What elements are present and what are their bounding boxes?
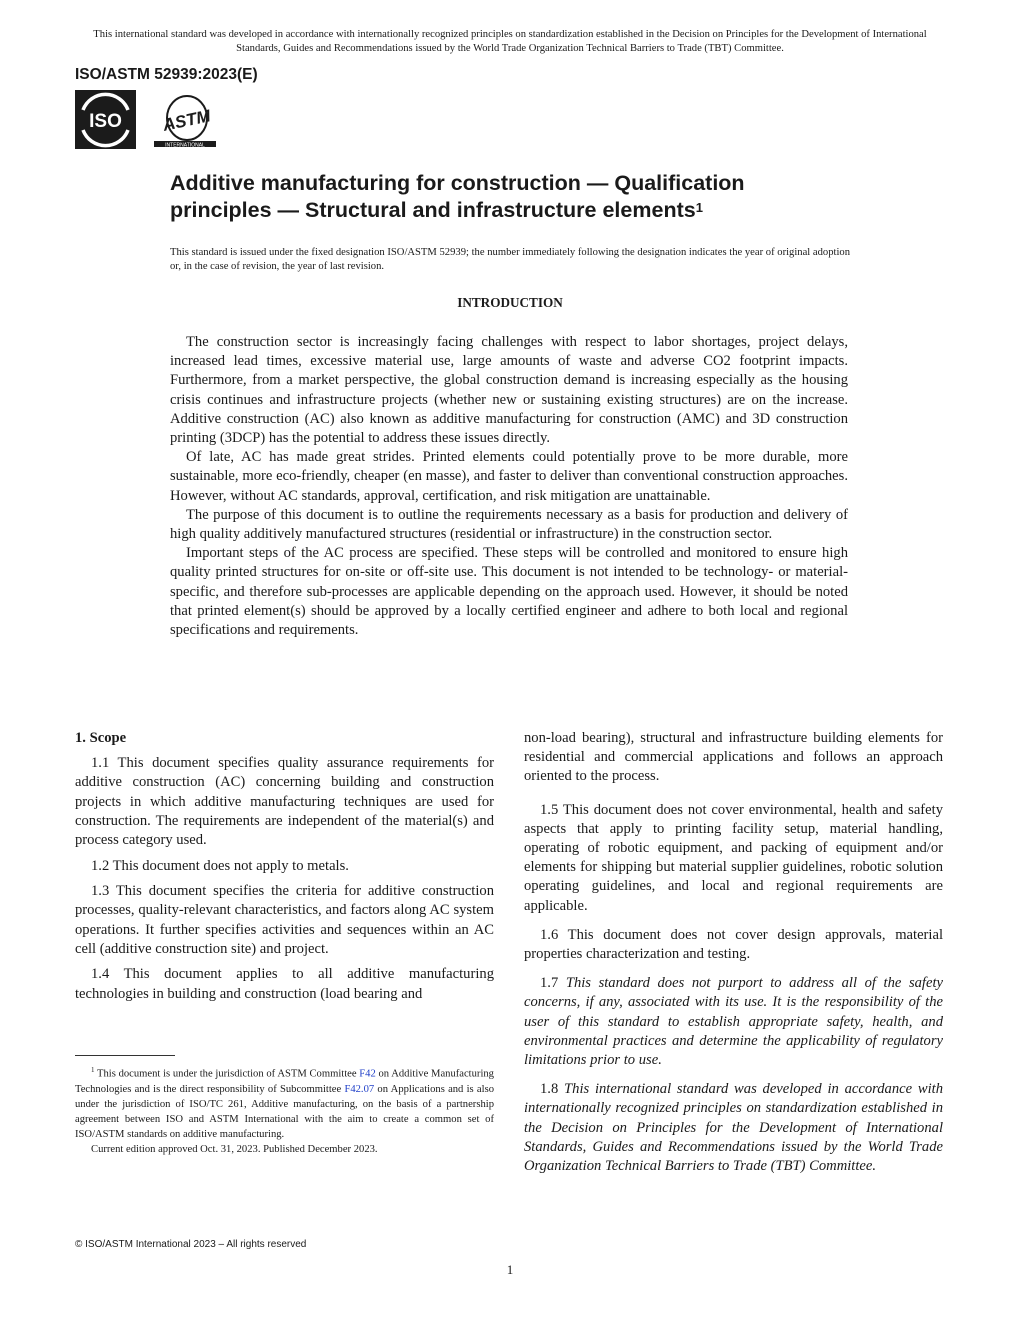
title-line-1: Additive manufacturing for construction — Qualification	[170, 171, 745, 195]
scope-1-8-number: 1.8	[540, 1081, 559, 1098]
page-number: 1	[506, 1262, 514, 1277]
committee-f42-link[interactable]: F42	[359, 1068, 376, 1080]
scope-1-8	[524, 1080, 943, 1176]
intro-paragraph: The purpose of this document is to outline the requirements necessary as a basis for production and delivery of high quality additively manufactured structures (residential or infrastructure) in the construction sector.	[170, 506, 848, 543]
astm-logo-subtext: INTERNATIONAL	[165, 142, 205, 149]
scope-1-4: 1.4 This document applies to all additive manufacturing technologies in building and construction (load bearing and	[75, 966, 494, 1002]
subcommittee-f42-07-link[interactable]: F42.07	[344, 1083, 375, 1095]
introduction-heading: INTRODUCTION	[457, 295, 563, 310]
footnote-text-1: This document is under the jurisdiction of ASTM Committee	[97, 1068, 360, 1080]
scope-1-4-continued: non-load bearing), structural and infrastructure building elements for residential and commercial applications and follows an approach oriented to the process.	[524, 730, 943, 785]
document-title	[170, 170, 870, 224]
footnote-edition: Current edition approved Oct. 31, 2023. Published December 2023.	[91, 1143, 378, 1155]
title-line-2-text: principles — Structural and infrastructure elements	[170, 198, 696, 222]
footnote	[75, 1063, 494, 1157]
scope-1-7	[524, 974, 943, 1070]
astm-logo-text: ASTM	[161, 106, 213, 135]
scope-heading: 1. Scope	[75, 730, 127, 746]
scope-1-7-text: This standard does not purport to address all of the safety concerns, if any, associated with its use. It is the responsibility of the user of this standard to establish appropriate safety, health, and environmental practices and determine the applicability of regulatory limitations prior to use.	[524, 975, 943, 1069]
scope-1-2: 1.2 This document does not apply to metals.	[91, 857, 349, 874]
right-column	[524, 729, 943, 1183]
intro-paragraph: Of late, AC has made great strides. Printed elements could potentially prove to be more durable, more sustainable, more eco-friendly, cheaper (en masse), and faster to deliver than conventional construction approaches. However, without AC standards, approval, certification, and risk mitigation are unattainable.	[170, 449, 848, 504]
introduction-body	[170, 333, 848, 640]
scope-1-7-number: 1.7	[540, 975, 559, 992]
copyright-notice: © ISO/ASTM International 2023 – All rights reserved	[75, 1239, 307, 1250]
iso-logo-text: ISO	[89, 111, 122, 132]
iso-logo	[75, 90, 136, 149]
scope-1-6: 1.6 This document does not cover design approvals, material properties characterization and testing.	[524, 926, 943, 963]
scope-1-8-text: This international standard was developed in accordance with internationally recognized principles on standardization established in the Decision on Principles for the Development of International Standards, Guides and Recommendations issued by the World Trade Organization Technical Barriers to Trade (TBT) Committee.	[524, 1081, 944, 1175]
title-line-2	[170, 197, 870, 224]
scope-1-1: 1.1 This document specifies quality assurance requirements for additive construction (AC) concerning building and construction projects in which additive manufacturing techniques are used for construction. The requirements are independent of the material(s) and process category used.	[75, 755, 494, 849]
scope-1-3: 1.3 This document specifies the criteria for additive construction processes, quality-relevant characteristics, and factors along AC system operations. It further specifies activities and sequences within an AC cell (additive construction site) and project.	[75, 883, 494, 957]
astm-logo	[150, 92, 220, 152]
footnote-text-2: on Additive Manufacturing Technologies and is the direct responsibility of Subcommittee	[75, 1068, 494, 1095]
footnote-text-3: on Applications and is also under the jurisdiction of ISO/TC 261, Additive manufacturing, on the basis of a partnership agreement between ISO and ASTM International with the aim to create a common set of ISO/ASTM standards on additive manufacturing.	[75, 1083, 494, 1140]
footnote-divider	[75, 1055, 175, 1056]
footnote-mark: 1	[91, 1066, 95, 1074]
intro-paragraph: The construction sector is increasingly facing challenges with respect to labor shortages, project delays, increased lead times, excessive material use, large amounts of waste and adverse CO2 footprint impacts. Furthermore, from a market perspective, the global construction demand is increasing especially as the housing crisis continues and infrastructure projects (whether new or sustaining existing structures) are on the increase. Additive construction (AC) also known as additive manufacturing for construction (AMC) and 3D construction printing (3DCP) has the potential to address these issues directly.	[170, 334, 848, 447]
left-column	[75, 729, 494, 1010]
footnote-jurisdiction	[75, 1063, 494, 1142]
scope-1-5: 1.5 This document does not cover environmental, health and safety aspects that apply to printing facility setup, material handling, operating of robotic equipment, and packing of equipment and/or elements for shipping but material supplier guidelines, robotic solution operating guidelines, and local and regional requirements are applicable.	[524, 801, 943, 914]
title-footnote-mark: 1	[695, 200, 703, 215]
top-notice: This international standard was developed in accordance with internationally recognized principles on standardization established in the Decision on Principles for the Development of International Standards, Guides and Recommendations issued by the World Trade Organization Technical Barriers to Trade (TBT) Committee.	[93, 29, 927, 54]
intro-paragraph: Important steps of the AC process are specified. These steps will be controlled and monitored to ensure high quality printed structures for on-site or off-site use. This document is not intended to be technology- or material-specific, and therefore sub-processes are applicable depending on the approach used. However, it should be noted that printed element(s) should be approved by a locally certified engineer and adhere to both local and regional specifications and requirements.	[170, 545, 848, 639]
document-designation: ISO/ASTM 52939:2023(E)	[75, 66, 258, 83]
issued-note: This standard is issued under the fixed designation ISO/ASTM 52939; the number immediately following the designation indicates the year of original adoption or, in the case of revision, the year of last revision.	[170, 247, 850, 272]
